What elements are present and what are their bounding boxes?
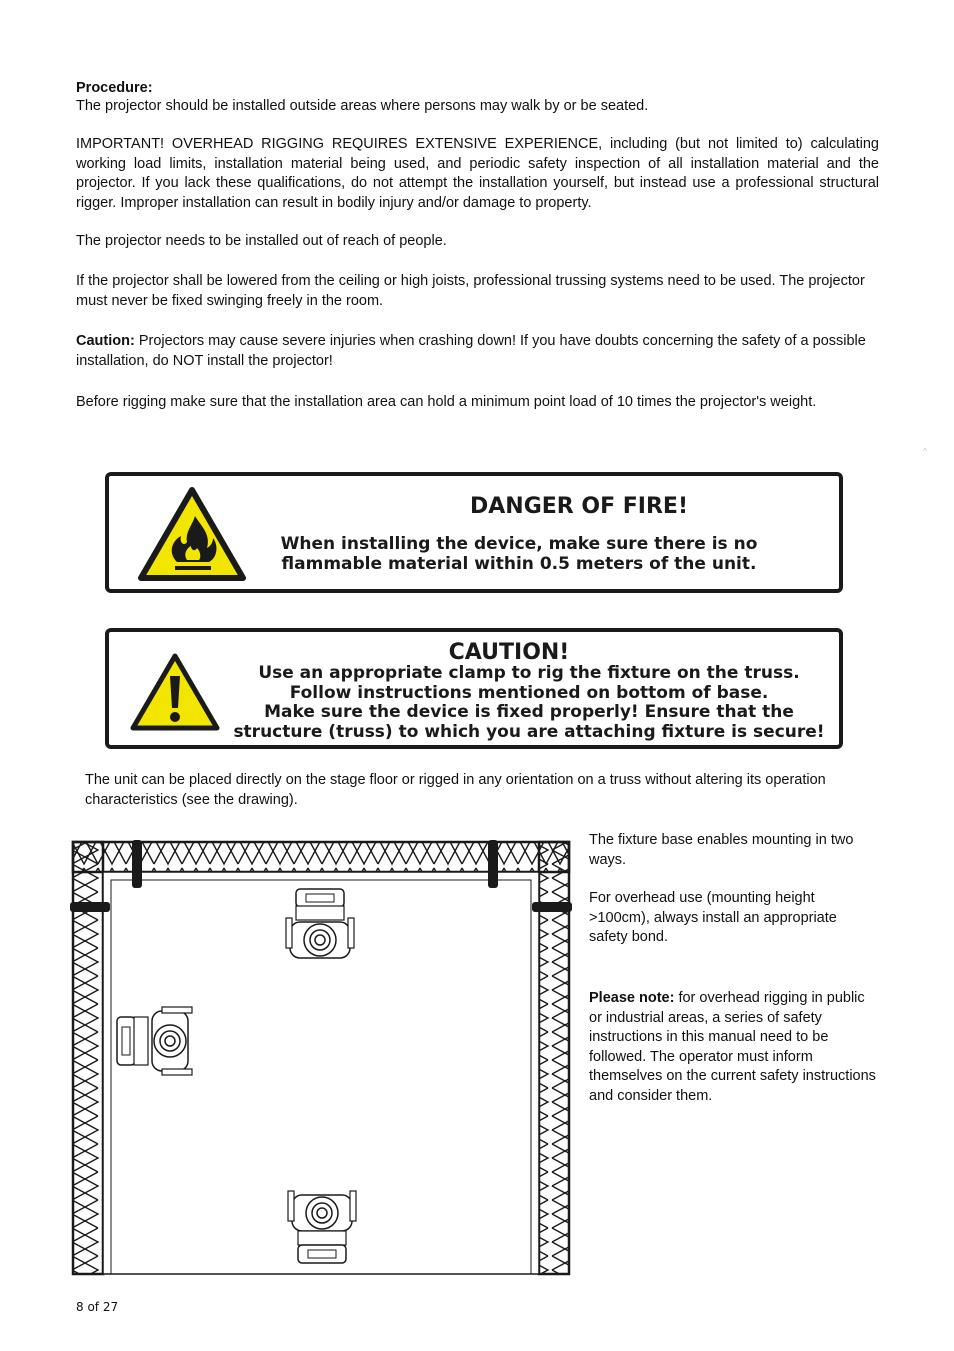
page-number: 8 of 27 [76,1300,119,1314]
fire-warning-box [105,472,843,593]
caution-warning-box [105,628,843,749]
caution-paragraph [76,332,879,371]
fire-warning-line1: When installing the device, make sure there is no [280,534,758,554]
fire-warning-body [259,534,779,574]
procedure-intro: The projector should be installed outside areas where persons may walk by or be seated. [76,98,649,114]
truss-drawing [70,836,572,1281]
important-paragraph: IMPORTANT! OVERHEAD RIGGING REQUIRES EXTENSIVE EXPERIENCE, including (but not limited to) calculating working load limits, installation material being used, and periodic safety inspection of all installation material and the projector. If you lack these qualifications, do not attempt the installation yourself, but instead use a professional structural rigger. Improper installation can result in bodily injury and/or damage to property. [76,136,879,211]
procedure-heading: Procedure: [76,80,153,96]
exclamation-warning-icon [129,652,221,737]
please-note-label: Please note: [589,990,675,1006]
caution-warning-line1: Use an appropriate clamp to rig the fixture on the truss. [258,663,800,683]
caution-label: Caution: [76,333,135,349]
fire-warning-line2: flammable material within 0.5 meters of the unit. [281,554,757,574]
please-note [589,989,879,1106]
caution-warning-title: CAUTION! [448,640,570,665]
load-paragraph: Before rigging make sure that the installation area can hold a minimum point load of 10 times the projector's weight. [76,394,817,410]
caution-warning-line2: Follow instructions mentioned on bottom of base. [289,682,769,703]
reach-paragraph: The projector needs to be installed out of reach of people. [76,233,447,249]
caution-warning-line3: Make sure the device is fixed properly! Ensure that the [264,702,794,722]
caution-warning-body [219,664,839,742]
caution-warning-line4: structure (truss) to which you are attaching fixture is secure! [233,721,825,742]
fire-hazard-icon [137,486,247,587]
placement-intro: The unit can be placed directly on the stage floor or rigged in any orientation on a truss without altering its operation characteristics (see the drawing). [85,772,826,808]
caution-text: Projectors may cause severe injuries when crashing down! If you have doubts concerning the safety of a possible installation, do NOT install the projector! [76,333,866,369]
overhead-note: For overhead use (mounting height >100cm), always install an appropriate safety bond. [589,890,837,945]
lowered-paragraph: If the projector shall be lowered from the ceiling or high joists, professional trussing systems need to be used. The projector must never be fixed swinging freely in the room. [76,273,865,309]
mounting-note: The fixture base enables mounting in two ways. [589,832,854,868]
fire-warning-title: DANGER OF FIRE! [470,494,688,519]
please-note-text: for overhead rigging in public or industrial areas, a series of safety instructions in this manual need to be followed. The operator must inform themselves on the current safety instructions and consider them. [589,990,876,1104]
caret-mark: ^ [923,446,928,456]
